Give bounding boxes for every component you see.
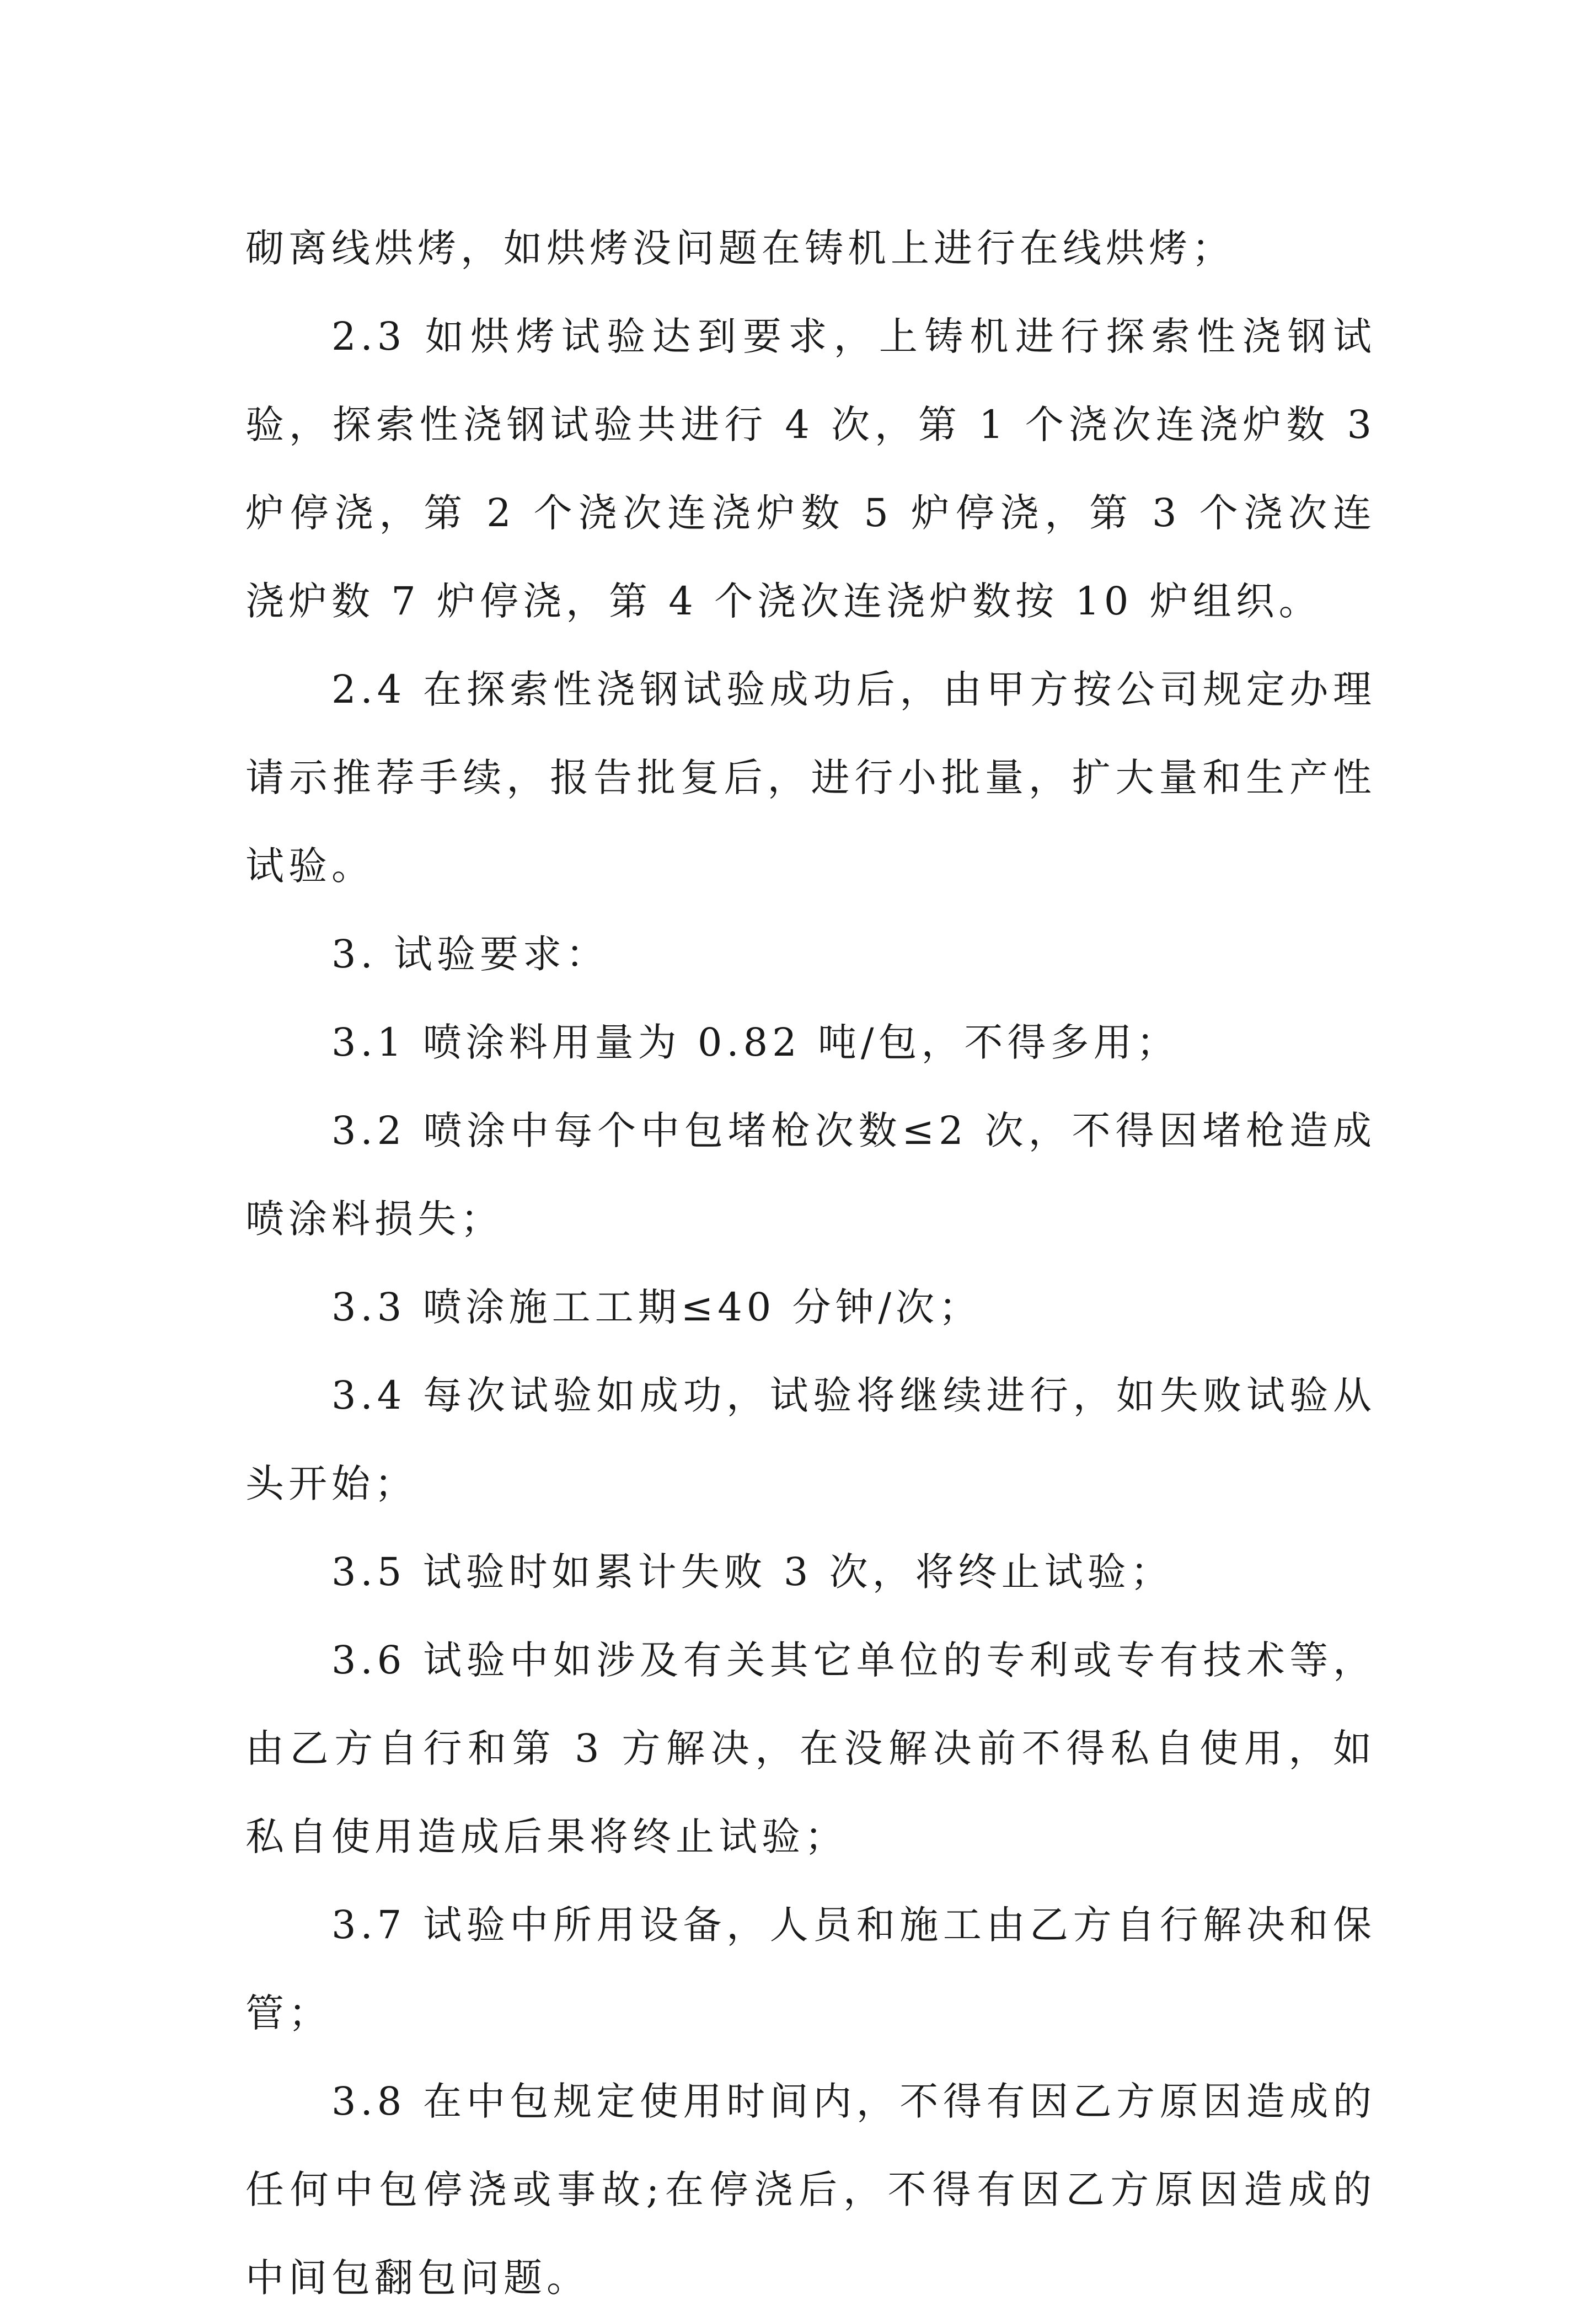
- paragraph-3-1: 3.1 喷涂料用量为 0.82 吨/包，不得多用；: [331, 1020, 1180, 1065]
- paragraph-3-2: 3.2 喷涂中每个中包堵枪次数≤2 次，不得因堵枪造成喷涂料损失；: [245, 1108, 1376, 1242]
- paragraph-2-3: 2.3 如烘烤试验达到要求，上铸机进行探索性浇钢试验，探索性浇钢试验共进行 4 次，第 1 个浇次连浇炉数 3 炉停浇，第 2 个浇次连浇炉数 5 炉停浇，第 3 个浇次连浇炉数 7 炉停浇，第 4 个浇次连浇炉数按 10 炉组织。: [245, 314, 1376, 624]
- paragraph-3-8: 3.8 在中包规定使用时间内，不得有因乙方原因造成的任何中包停浇或事故;在停浇后，不得有因乙方原因造成的中间包翻包问题。: [245, 2079, 1376, 2300]
- paragraph-3-6: 3.6 试验中如涉及有关其它单位的专利或专有技术等，由乙方自行和第 3 方解决，在没解决前不得私自使用，如私自使用造成后果将终止试验；: [245, 1638, 1376, 1859]
- paragraph-2-4: 2.4 在探索性浇钢试验成功后，由甲方按公司规定办理请示推荐手续，报告批复后，进行小批量，扩大量和生产性试验。: [245, 667, 1376, 889]
- paragraph-continuation: 砌离线烘烤，如烘烤没问题在铸机上进行在线烘烤；: [245, 226, 1235, 271]
- paragraph-3-7: 3.7 试验中所用设备，人员和施工由乙方自行解决和保管；: [245, 1902, 1376, 2036]
- paragraph-3-5: 3.5 试验时如累计失败 3 次，将终止试验；: [331, 1549, 1174, 1595]
- section-heading-3: 3. 试验要求：: [331, 932, 609, 977]
- paragraph-3-4: 3.4 每次试验如成功，试验将继续进行，如失败试验从头开始；: [245, 1373, 1376, 1506]
- document-body: [245, 204, 1376, 2322]
- paragraph-3-3: 3.3 喷涂施工工期≤40 分钟/次；: [331, 1285, 982, 1330]
